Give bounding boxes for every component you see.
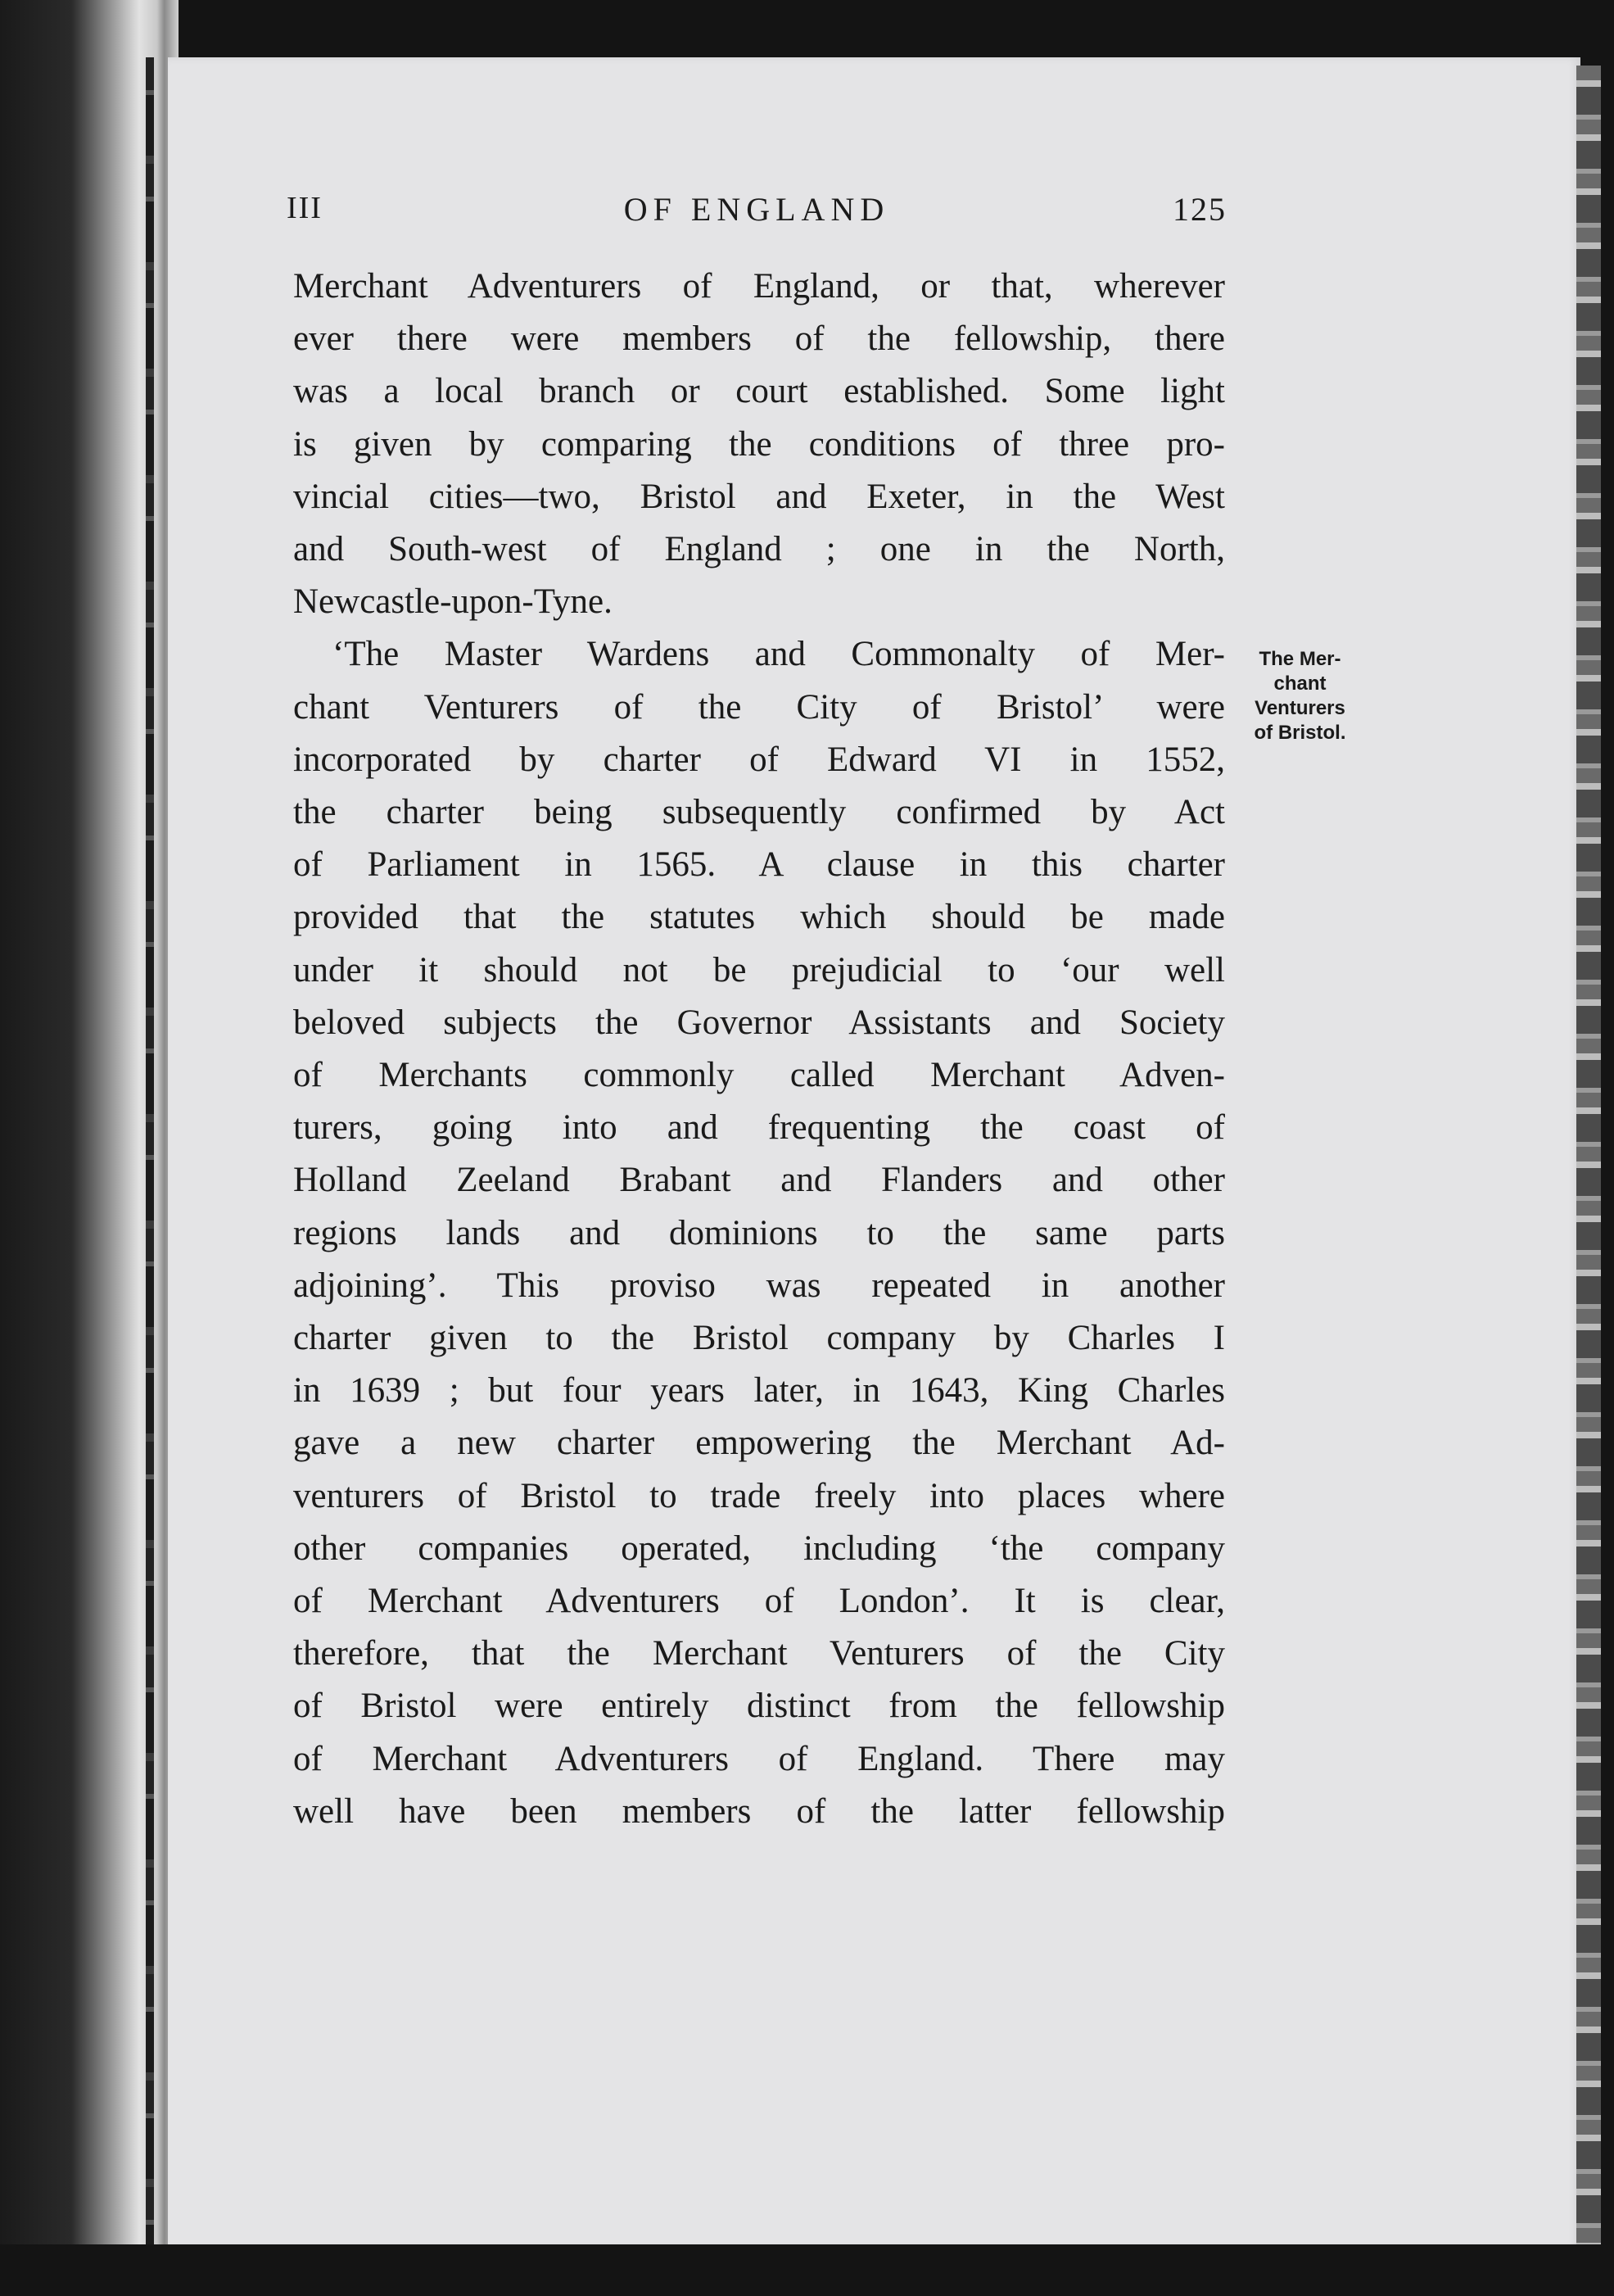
text-line: vincial cities—two, Bristol and Exeter, in the West bbox=[293, 477, 1225, 516]
text-line: in 1639 ; but four years later, in 1643, King Charles bbox=[293, 1371, 1225, 1411]
text-line: provided that the statutes which should be made bbox=[293, 898, 1225, 937]
text-line: venturers of Bristol to trade freely into places where bbox=[293, 1476, 1225, 1515]
text-line: of Parliament in 1565. A clause in this charter bbox=[293, 845, 1225, 885]
scan-top-border bbox=[0, 0, 1614, 57]
text-line: ‘The Master Wardens and Commonalty of Mer- bbox=[332, 635, 1225, 674]
text-line: of Merchant Adventurers of England. There may bbox=[293, 1739, 1225, 1778]
text-line: turers, going into and frequenting the coast of bbox=[293, 1108, 1225, 1148]
text-line: of Merchants commonly called Merchant Adven- bbox=[293, 1056, 1225, 1095]
text-line: beloved subjects the Governor Assistants and Society bbox=[293, 1003, 1225, 1042]
text-line: is given by comparing the conditions of three pro- bbox=[293, 424, 1225, 464]
text-line: the charter being subsequently confirmed by Act bbox=[293, 793, 1225, 832]
text-line: and South-west of England ; one in the North, bbox=[293, 530, 1225, 569]
running-head bbox=[287, 190, 1227, 239]
margin-note-line: Venturers bbox=[1255, 697, 1345, 719]
page-stack-edge bbox=[1576, 66, 1601, 2244]
margin-note-line: chant bbox=[1273, 672, 1327, 695]
book-spine bbox=[146, 57, 154, 2253]
text-line: was a local branch or court established. Some light bbox=[293, 372, 1225, 411]
text-line: other companies operated, including ‘the company bbox=[293, 1528, 1225, 1568]
marginal-note bbox=[1228, 647, 1372, 745]
text-line: Newcastle-upon-Tyne. bbox=[293, 582, 613, 622]
chapter-number: III bbox=[287, 191, 323, 225]
running-title: OF ENGLAND bbox=[623, 191, 890, 228]
text-line: therefore, that the Merchant Venturers of the City bbox=[293, 1634, 1225, 1673]
margin-note-line: The Mer- bbox=[1259, 648, 1341, 670]
text-line: gave a new charter empowering the Merchant Ad- bbox=[293, 1424, 1225, 1463]
text-line: well have been members of the latter fellowship bbox=[293, 1791, 1225, 1831]
text-line: of Merchant Adventurers of London’. It is clear, bbox=[293, 1582, 1225, 1621]
text-line: ever there were members of the fellowship, there bbox=[293, 319, 1225, 359]
facing-page-edge bbox=[0, 0, 179, 2296]
text-line: regions lands and dominions to the same parts bbox=[293, 1213, 1225, 1252]
page-number: 125 bbox=[1173, 191, 1227, 228]
margin-note-line: of Bristol. bbox=[1254, 722, 1346, 744]
scan-bottom-border bbox=[0, 2244, 1614, 2296]
text-line: adjoining’. This proviso was repeated in another bbox=[293, 1266, 1225, 1305]
text-line: charter given to the Bristol company by Charles I bbox=[293, 1319, 1225, 1358]
text-line: Merchant Adventurers of England, or that, wherever bbox=[293, 267, 1225, 306]
text-line: chant Venturers of the City of Bristol’ were bbox=[293, 687, 1225, 727]
text-line: incorporated by charter of Edward VI in 1552, bbox=[293, 740, 1225, 779]
text-line: of Bristol were entirely distinct from the fellowship bbox=[293, 1687, 1225, 1726]
text-line: Holland Zeeland Brabant and Flanders and other bbox=[293, 1161, 1225, 1200]
text-line: under it should not be prejudicial to ‘our well bbox=[293, 950, 1225, 989]
body-text bbox=[293, 260, 1225, 1838]
